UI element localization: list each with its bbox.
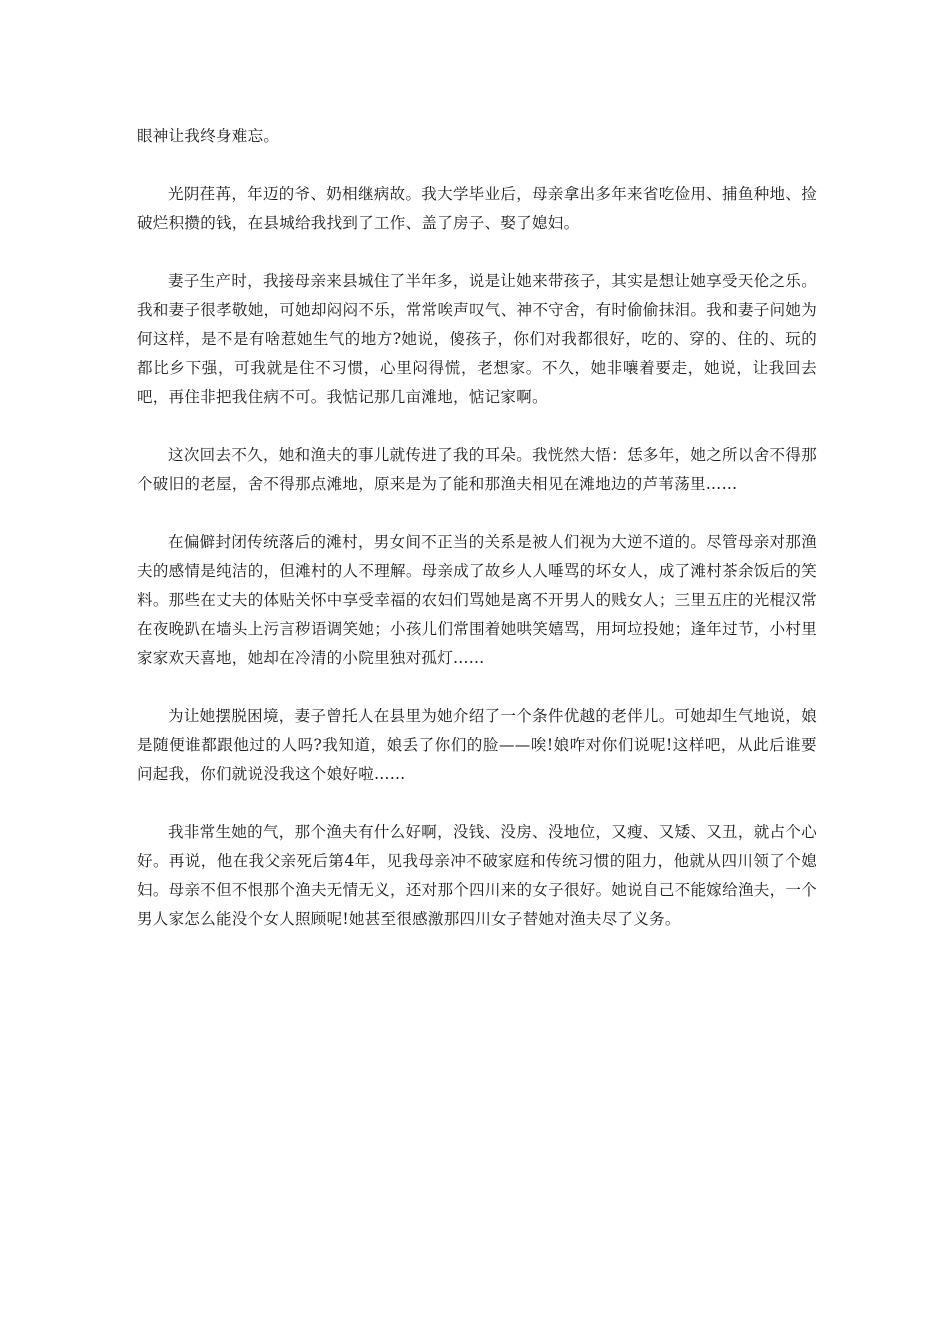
paragraph-7: 我非常生她的气，那个渔夫有什么好啊，没钱、没房、没地位，又瘦、又矮、又丑，就占个心好。再说，他在我父亲死后第4年，见我母亲冲不破家庭和传统习惯的阻力，他就从四川领了个媳妇。母亲不但不恨那个渔夫无情无义，还对那个四川来的女子很好。她说自己不能嫁给渔夫，一个男人家怎么能没个女人照顾呢!她甚至很感激那四川女子替她对渔夫尽了义务。: [137, 823, 817, 928]
paragraph-5: 在偏僻封闭传统落后的滩村，男女间不正当的关系是被人们视为大逆不道的。尽管母亲对那渔夫的感情是纯洁的，但滩村的人不理解。母亲成了故乡人人唾骂的坏女人，成了滩村茶余饭后的笑料。那些在丈夫的体贴关怀中享受幸福的农妇们骂她是离不开男人的贱女人；三里五庄的光棍汉常在夜晚趴在墙头上污言秽语调笑她；小孩儿们常围着她哄笑嬉骂，用坷垃投她；逢年过节，小村里家家欢天喜地，她却在冷清的小院里独对孤灯……: [137, 533, 817, 667]
paragraph-3: 妻子生产时，我接母亲来县城住了半年多，说是让她来带孩子，其实是想让她享受天伦之乐。我和妻子很孝敬她，可她却闷闷不乐，常常唉声叹气、神不守舍，有时偷偷抹泪。我和妻子问她为何这样，是不是有啥惹她生气的地方?她说，傻孩子，你们对我都很好，吃的、穿的、住的、玩的都比乡下强，可我就是住不习惯，心里闷得慌，老想家。不久，她非嚷着要走，她说，让我回去吧，再住非把我住病不可。我惦记那几亩滩地，惦记家啊。: [137, 272, 817, 406]
article-body: [137, 122, 817, 963]
paragraph-6: 为让她摆脱困境，妻子曾托人在县里为她介绍了一个条件优越的老伴儿。可她却生气地说，娘是随便谁都跟他过的人吗?我知道，娘丢了你们的脸——唉!娘咋对你们说呢!这样吧，从此后谁要问起我，你们就说没我这个娘好啦……: [137, 707, 817, 783]
paragraph-4: 这次回去不久，她和渔夫的事儿就传进了我的耳朵。我恍然大悟：恁多年，她之所以舍不得那个破旧的老屋，舍不得那点滩地，原来是为了能和那渔夫相见在滩地边的芦苇荡里……: [137, 446, 817, 493]
paragraph-1: 眼神让我终身难忘。: [137, 127, 280, 145]
paragraph-2: 光阴荏苒，年迈的爷、奶相继病故。我大学毕业后，母亲拿出多年来省吃俭用、捕鱼种地、捡破烂积攒的钱，在县城给我找到了工作、盖了房子、娶了媳妇。: [137, 185, 817, 232]
